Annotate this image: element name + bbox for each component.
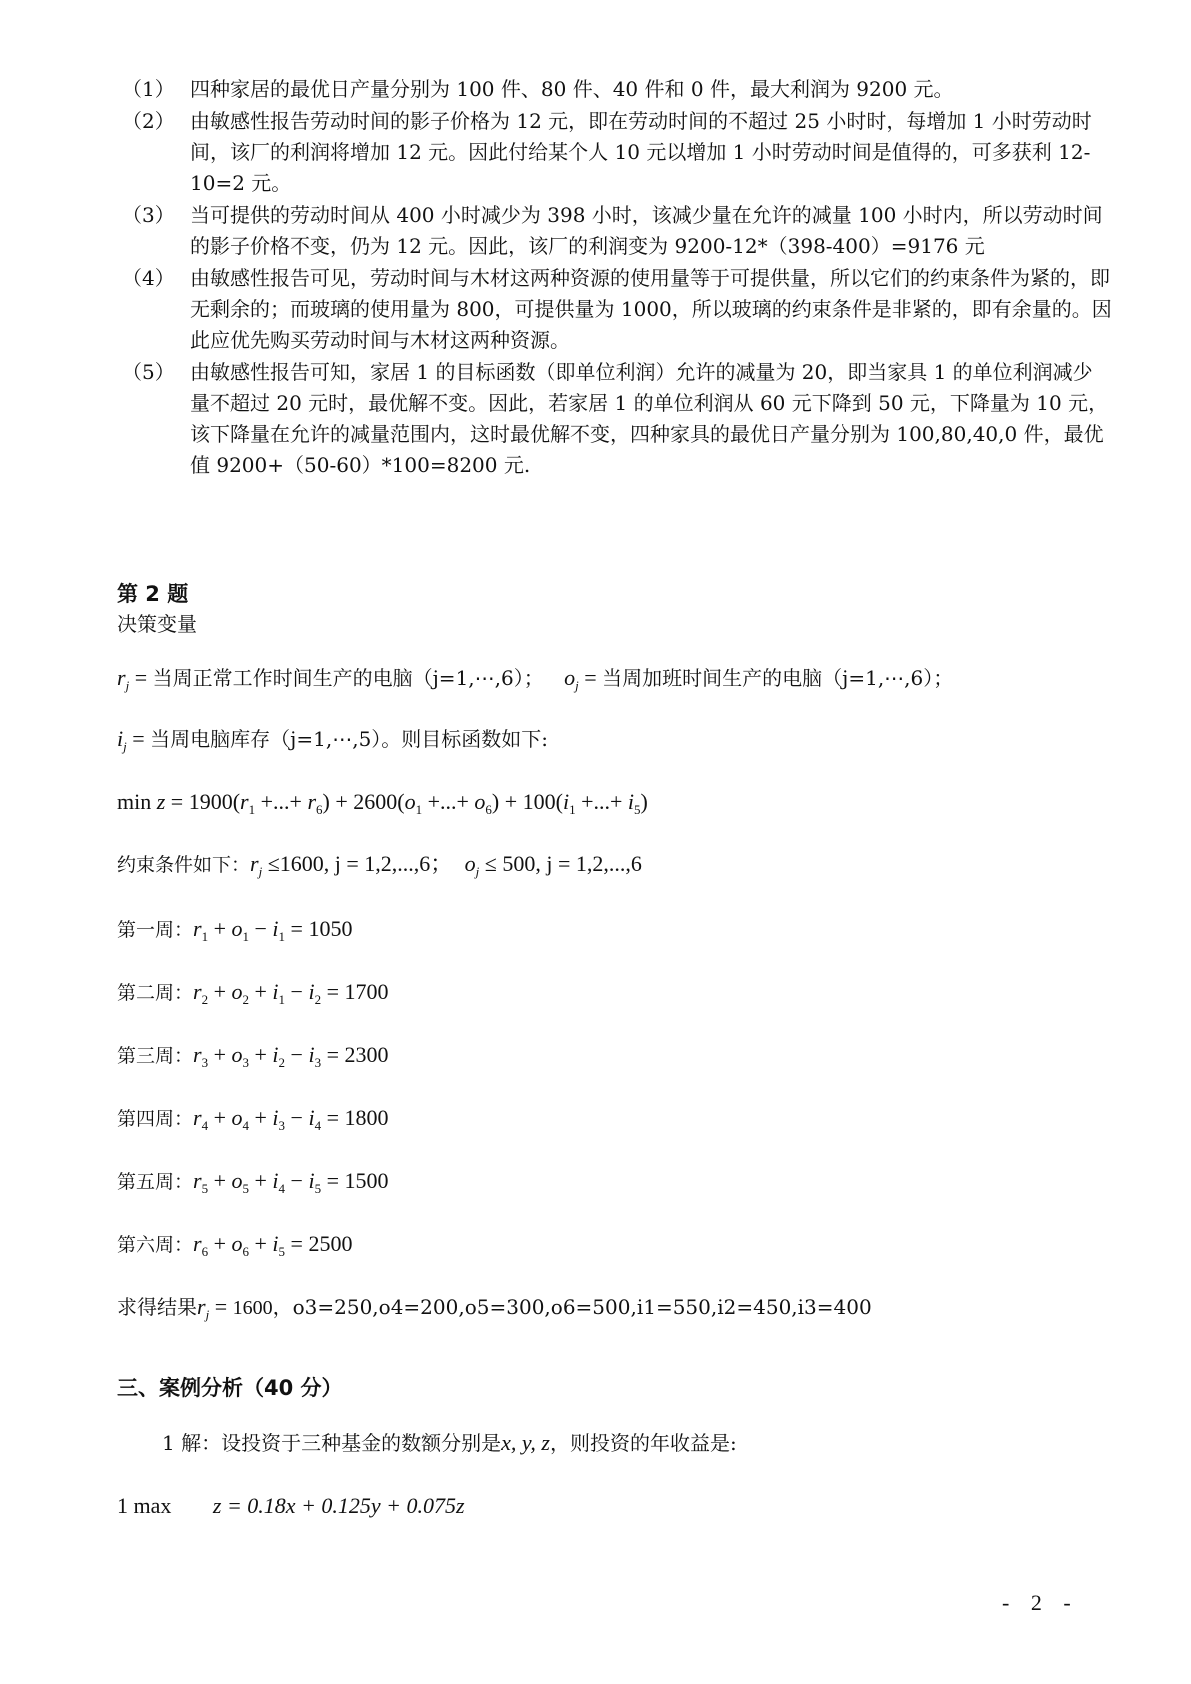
- constraint-r: ≤1600, j = 1,2,...,6；: [267, 851, 453, 876]
- week-rhs: 1800: [344, 1105, 389, 1130]
- intro-text-b: ，则投资的年收益是:: [549, 1431, 737, 1455]
- item-text: 由敏感性报告劳动时间的影子价格为 12 元，即在劳动时间的不超过 25 小时时，每增加 1 小时劳动时间，该厂的利润将增加 12 元。因此付给某个人 10 元以增加 1 小时劳动时间是值得的，可多获利 12-10=2 元。: [190, 109, 1092, 195]
- item-number: （2）: [122, 109, 175, 133]
- item-number: （3）: [122, 203, 175, 227]
- week-label: 第二周：: [117, 982, 194, 1004]
- item-number: （4）: [122, 266, 175, 290]
- week-label: 第一周：: [117, 919, 194, 941]
- answer-list: [112, 74, 1112, 482]
- item-text: 四种家居的最优日产量分别为 100 件、80 件、40 件和 0 件，最大利润为 9200 元。: [190, 77, 954, 101]
- result-line: 求得结果$r_j = 1600$，o3=250,o4=200,o5=300,o6=500,i1=550,i2=450,i3=400: [117, 1294, 872, 1322]
- item-number: （1）: [122, 77, 175, 101]
- week-5-constraint: 第五周：$r_5 + o_5 + i_4 - i_5 = 1500$: [117, 1168, 389, 1196]
- answer-item-2: [112, 106, 1112, 199]
- week-label: 第三周：: [117, 1045, 194, 1067]
- result-rest: ，o3=250,o4=200,o5=300,o6=500,i1=550,i2=450,i3=400: [272, 1295, 872, 1319]
- result-r: 1600: [232, 1297, 273, 1319]
- var-i-desc: 当周电脑库存（j=1,⋯,5）。则目标函数如下:: [150, 727, 549, 751]
- q2-subheading: 决策变量: [117, 612, 197, 636]
- week-rhs: 1050: [308, 916, 353, 941]
- var-i: $i_j$ =: [117, 726, 151, 754]
- eq-prefix: 1 max: [117, 1493, 172, 1518]
- week-rhs: 2500: [308, 1231, 353, 1256]
- intro-text-a: 1 解：设投资于三种基金的数额分别是: [162, 1431, 502, 1455]
- answer-item-1: [112, 74, 1112, 105]
- week-rhs: 2300: [344, 1042, 389, 1067]
- part3-intro: [162, 1429, 737, 1457]
- result-label: 求得结果: [117, 1295, 197, 1319]
- q2-heading: 第 2 题: [117, 582, 189, 606]
- coef-inventory: 100: [522, 789, 556, 814]
- week-label: 第四周：: [117, 1108, 194, 1130]
- constraints-line: 约束条件如下：$r_j \le 1600$, j = 1,2,...,6； $o_j \le 500$, j = 1,2,...,6: [117, 851, 642, 879]
- intro-vars: x, y, z: [501, 1430, 550, 1455]
- var-r-desc: 当周正常工作时间生产的电脑（j=1,⋯,6）；: [152, 666, 544, 690]
- objective-function: $\min z = 1900(r_1$ +...+ $r_6) + 2600(o_1$ +...+ $o_6) + 100(i_1$ +...+ $i_5$): [117, 789, 648, 817]
- week-4-constraint: 第四周：$r_4 + o_4 + i_3 - i_4 = 1800$: [117, 1105, 389, 1133]
- part3-heading: 三、案例分析（40 分）: [117, 1376, 343, 1400]
- answer-item-5: [112, 357, 1112, 481]
- week-2-constraint: 第二周：$r_2 + o_2 + i_1 - i_2 = 1700$: [117, 979, 389, 1007]
- item-text: 由敏感性报告可知，家居 1 的目标函数（即单位利润）允许的减量为 20，即当家具 1 的单位利润减少量不超过 20 元时，最优解不变。因此，若家居 1 的单位利润从 60 元下降到 50 元，下降量为 10 元，该下降量在允许的减量范围内，这时最优解不变，四种家具的最优日产量分别为 100,80,40,0 件，最优值 9200+（50-60）*100=8200 元.: [190, 360, 1109, 477]
- coef-overtime: 2600: [353, 789, 398, 814]
- week-label: 第六周：: [117, 1234, 194, 1256]
- decision-variables-line-2: [117, 725, 548, 753]
- week-3-constraint: 第三周：$r_3 + o_3 + i_2 - i_3 = 2300$: [117, 1042, 389, 1070]
- eq-body: z = 0.18x + 0.125y + 0.075z: [212, 1493, 465, 1518]
- answer-item-4: [112, 263, 1112, 356]
- item-text: 由敏感性报告可见，劳动时间与木材这两种资源的使用量等于可提供量，所以它们的约束条件为紧的，即无剩余的；而玻璃的使用量为 800，可提供量为 1000，所以玻璃的约束条件是非紧的，即有余量的。因此应优先购买劳动时间与木材这两种资源。: [190, 266, 1112, 352]
- objective-prefix: min: [117, 789, 152, 814]
- week-6-constraint: 第六周：$r_6 + o_6 + i_5 = 2500$: [117, 1231, 353, 1259]
- constraint-o: ≤ 500, j = 1,2,...,6: [484, 851, 642, 876]
- var-o-desc: 当周加班时间生产的电脑（j=1,⋯,6）；: [602, 666, 954, 690]
- week-label: 第五周：: [117, 1171, 194, 1193]
- coef-regular: 1900: [188, 789, 233, 814]
- answer-item-3: [112, 200, 1112, 262]
- week-1-constraint: 第一周：$r_1 + o_1 - i_1 = 1050$: [117, 916, 353, 944]
- week-rhs: 1500: [344, 1168, 389, 1193]
- decision-variables-line-1: [117, 664, 953, 692]
- week-rhs: 1700: [344, 979, 389, 1004]
- part3-equation: [117, 1492, 465, 1520]
- page-number: - 2 -: [1002, 1590, 1079, 1615]
- item-number: （5）: [122, 360, 175, 384]
- var-o: $o_j$ =: [564, 665, 603, 693]
- constraints-label: 约束条件如下：: [117, 854, 251, 876]
- var-r: $r_j$ =: [117, 665, 153, 693]
- item-text: 当可提供的劳动时间从 400 小时减少为 398 小时，该减少量在允许的减量 100 小时内，所以劳动时间的影子价格不变，仍为 12 元。因此，该厂的利润变为 9200-12*（398-400）=9176 元: [190, 203, 1103, 258]
